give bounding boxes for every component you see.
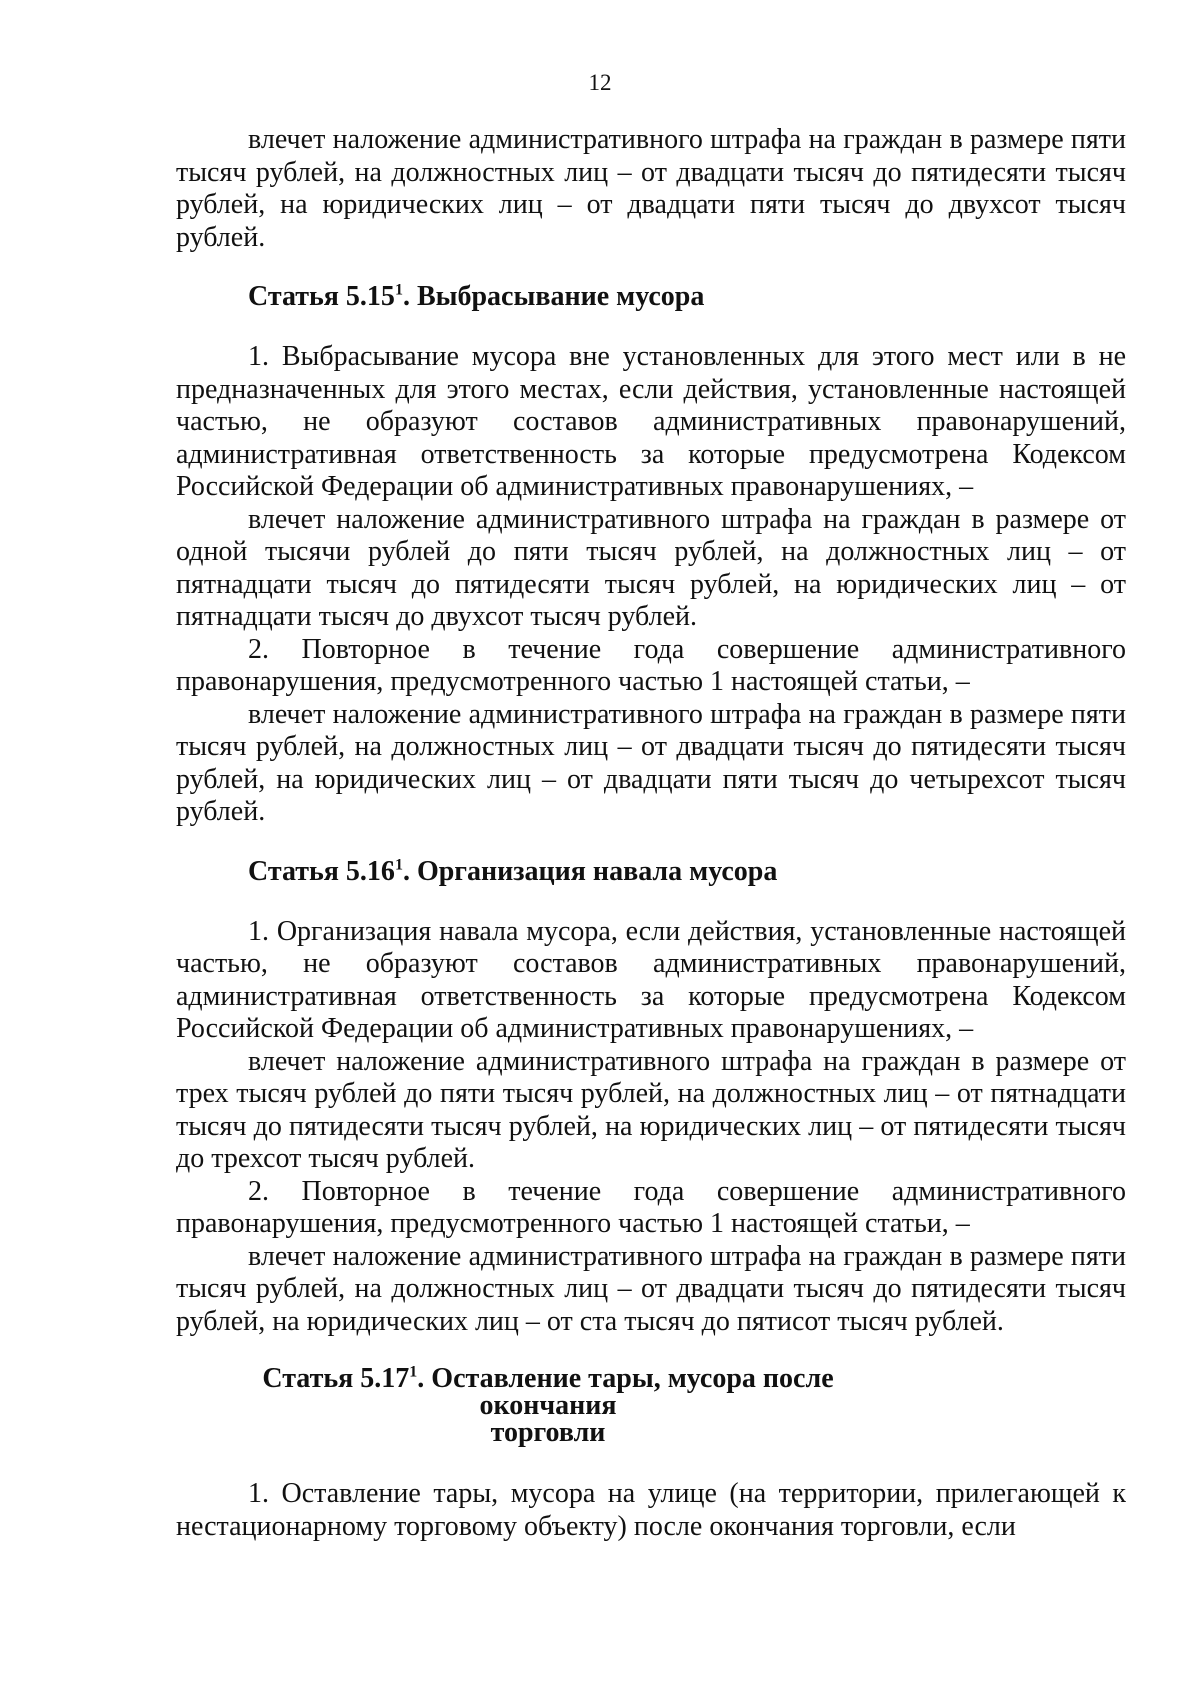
article-5-17-heading [176, 1365, 1126, 1446]
article-5-15-part-2-penalty: влечет наложение административного штрафа на граждан в размере пяти тысяч рублей, на должностных лиц – от двадцати тысяч до пятидесяти тысяч рублей, на юридических лиц – от двадцати пяти тысяч до четырехсот тысяч рублей. [176, 698, 1126, 827]
article-5-16-part-2: 2. Повторное в течение года совершение административного правонарушения, предусмотренного частью 1 настоящей статьи, – [176, 1175, 1126, 1239]
article-5-16-part-1-penalty: влечет наложение административного штрафа на граждан в размере от трех тысяч рублей до пяти тысяч рублей, на должностных лиц – от пятнадцати тысяч до пятидесяти тысяч рублей, на юридических лиц – от пятидесяти тысяч до трехсот тысяч рублей. [176, 1045, 1126, 1174]
page-number: 12 [588, 70, 612, 95]
article-5-15-part-2: 2. Повторное в течение года совершение административного правонарушения, предусмотренного частью 1 настоящей статьи, – [176, 633, 1126, 697]
article-5-16-part-2-penalty: влечет наложение административного штрафа на граждан в размере пяти тысяч рублей, на должностных лиц – от двадцати тысяч до пятидесяти тысяч рублей, на юридических лиц – от ста тысяч до пятисот тысяч рублей. [176, 1240, 1126, 1337]
article-5-17-heading-line-2: торговли [490, 1417, 606, 1448]
article-5-16-heading: Статья 5.16$^1$. Организация навала мусора [248, 855, 778, 887]
article-5-16-part-1: 1. Организация навала мусора, если действия, установленные настоящей частью, не образуют составов административных правонарушений, административная ответственность за которые предусмотрена Кодексом Российской Федерации об административных правонарушениях, – [176, 915, 1126, 1044]
article-5-15-part-1-penalty: влечет наложение административного штрафа на граждан в размере от одной тысячи рублей до пяти тысяч рублей, на должностных лиц – от пятнадцати тысяч до пятидесяти тысяч рублей, на юридических лиц – от пятнадцати тысяч до двухсот тысяч рублей. [176, 503, 1126, 632]
document-body [176, 124, 1126, 1543]
article-5-17-heading-line-1: Статья 5.17$^1$. Оставление тары, мусора после окончания [262, 1363, 834, 1421]
intro-paragraph: влечет наложение административного штрафа на граждан в размере пяти тысяч рублей, на должностных лиц – от двадцати тысяч до пятидесяти тысяч рублей, на юридических лиц – от двадцати пяти тысяч до двухсот тысяч рублей. [176, 124, 1126, 253]
article-5-17-part-1: 1. Оставление тары, мусора на улице (на территории, прилегающей к нестационарному торговому объекту) после окончания торговли, если [176, 1478, 1126, 1542]
article-5-15-part-1: 1. Выбрасывание мусора вне установленных для этого мест или в не предназначенных для этого местах, если действия, установленные настоящей частью, не образуют составов административных правонарушений, административная ответственность за которые предусмотрена Кодексом Российской Федерации об административных правонарушениях, – [176, 341, 1126, 502]
article-5-15-heading: Статья 5.15$^1$. Выбрасывание мусора [248, 281, 705, 312]
